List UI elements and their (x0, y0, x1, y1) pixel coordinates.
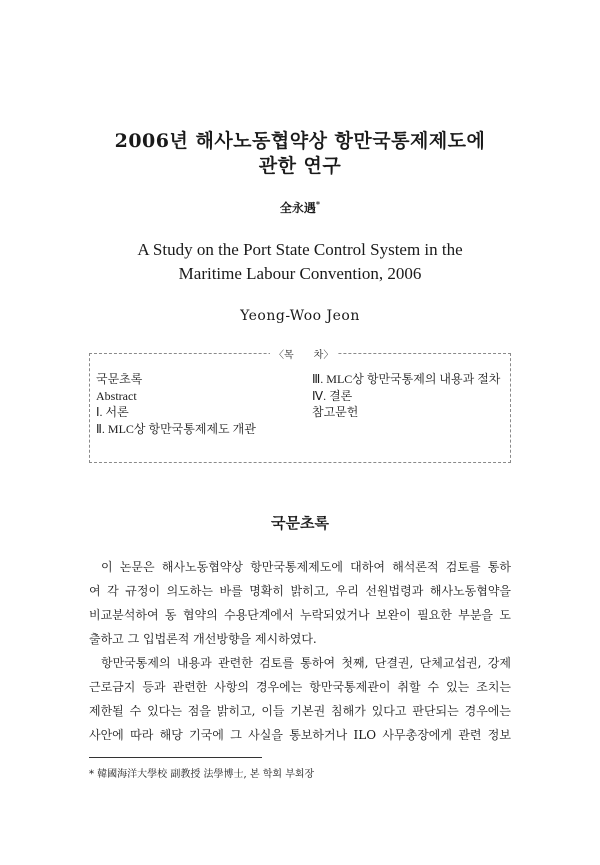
toc-label: 〈목 차〉 (270, 346, 337, 361)
toc-item: Ⅰ. 서론 (96, 405, 129, 419)
abstract-line: 비교분석하여 동 협약의 수용단계에서 누락되었거나 보완이 필요한 부분을 도 (89, 608, 511, 622)
abstract-line: 출하고 그 입법론적 개선방향을 제시하였다. (89, 632, 317, 646)
english-title-line-2: Maritime Labour Convention, 2006 (178, 264, 422, 283)
abstract-line: 여 각 규정이 의도하는 바를 명확히 밝히고, 우리 선원법령과 해사노동협약을 (89, 584, 511, 598)
table-of-contents (89, 350, 511, 463)
english-title-line-1: A Study on the Port State Control System in the (137, 240, 463, 259)
korean-title-line-2: 관한 연구 (258, 155, 342, 177)
toc-left-column (96, 371, 256, 437)
footnote-mark: * (315, 199, 321, 209)
toc-item: Ⅲ. MLC상 항만국통제의 내용과 절차 (312, 372, 501, 386)
footnote: * 韓國海洋大學校 副教授 法學博士, 본 학회 부회장 (89, 769, 315, 780)
korean-author (0, 199, 600, 216)
toc-item: Abstract (96, 388, 137, 403)
korean-author-name: 全永遇 (279, 201, 316, 215)
abstract-line: 제한될 수 있다는 점을 밝히고, 이들 기본권 침해가 있다고 판단되는 경우에는 (89, 704, 511, 718)
english-author: Yeong-Woo Jeon (240, 308, 360, 324)
toc-item: 국문초록 (96, 372, 143, 386)
abstract-line: 항만국통제의 내용과 관련한 검토를 통하여 첫째, 단결권, 단체교섭권, 강제 (101, 656, 511, 670)
toc-item: 참고문헌 (312, 405, 359, 419)
footnote-divider (89, 757, 262, 758)
section-title: 국문초록 (271, 514, 329, 532)
toc-right-column (312, 371, 500, 421)
toc-item: Ⅱ. MLC상 항만국통제제도 개관 (96, 421, 256, 436)
abstract-line: 이 논문은 해사노동협약상 항만국통제제도에 대하여 해석론적 검토를 통하 (101, 560, 511, 574)
toc-item: Ⅳ. 결론 (312, 388, 353, 403)
abstract-body (89, 555, 511, 747)
abstract-line: 근로금지 등과 관련한 사항의 경우에는 항만국통제관이 취할 수 있는 조치는 (89, 680, 511, 694)
abstract-line: 사안에 따라 해당 기국에 그 사실을 통보하거나 ILO 사무총장에게 관련 정보 (89, 728, 511, 742)
korean-title-line-1: 2006년 해사노동협약상 항만국통제제도에 (114, 130, 486, 152)
